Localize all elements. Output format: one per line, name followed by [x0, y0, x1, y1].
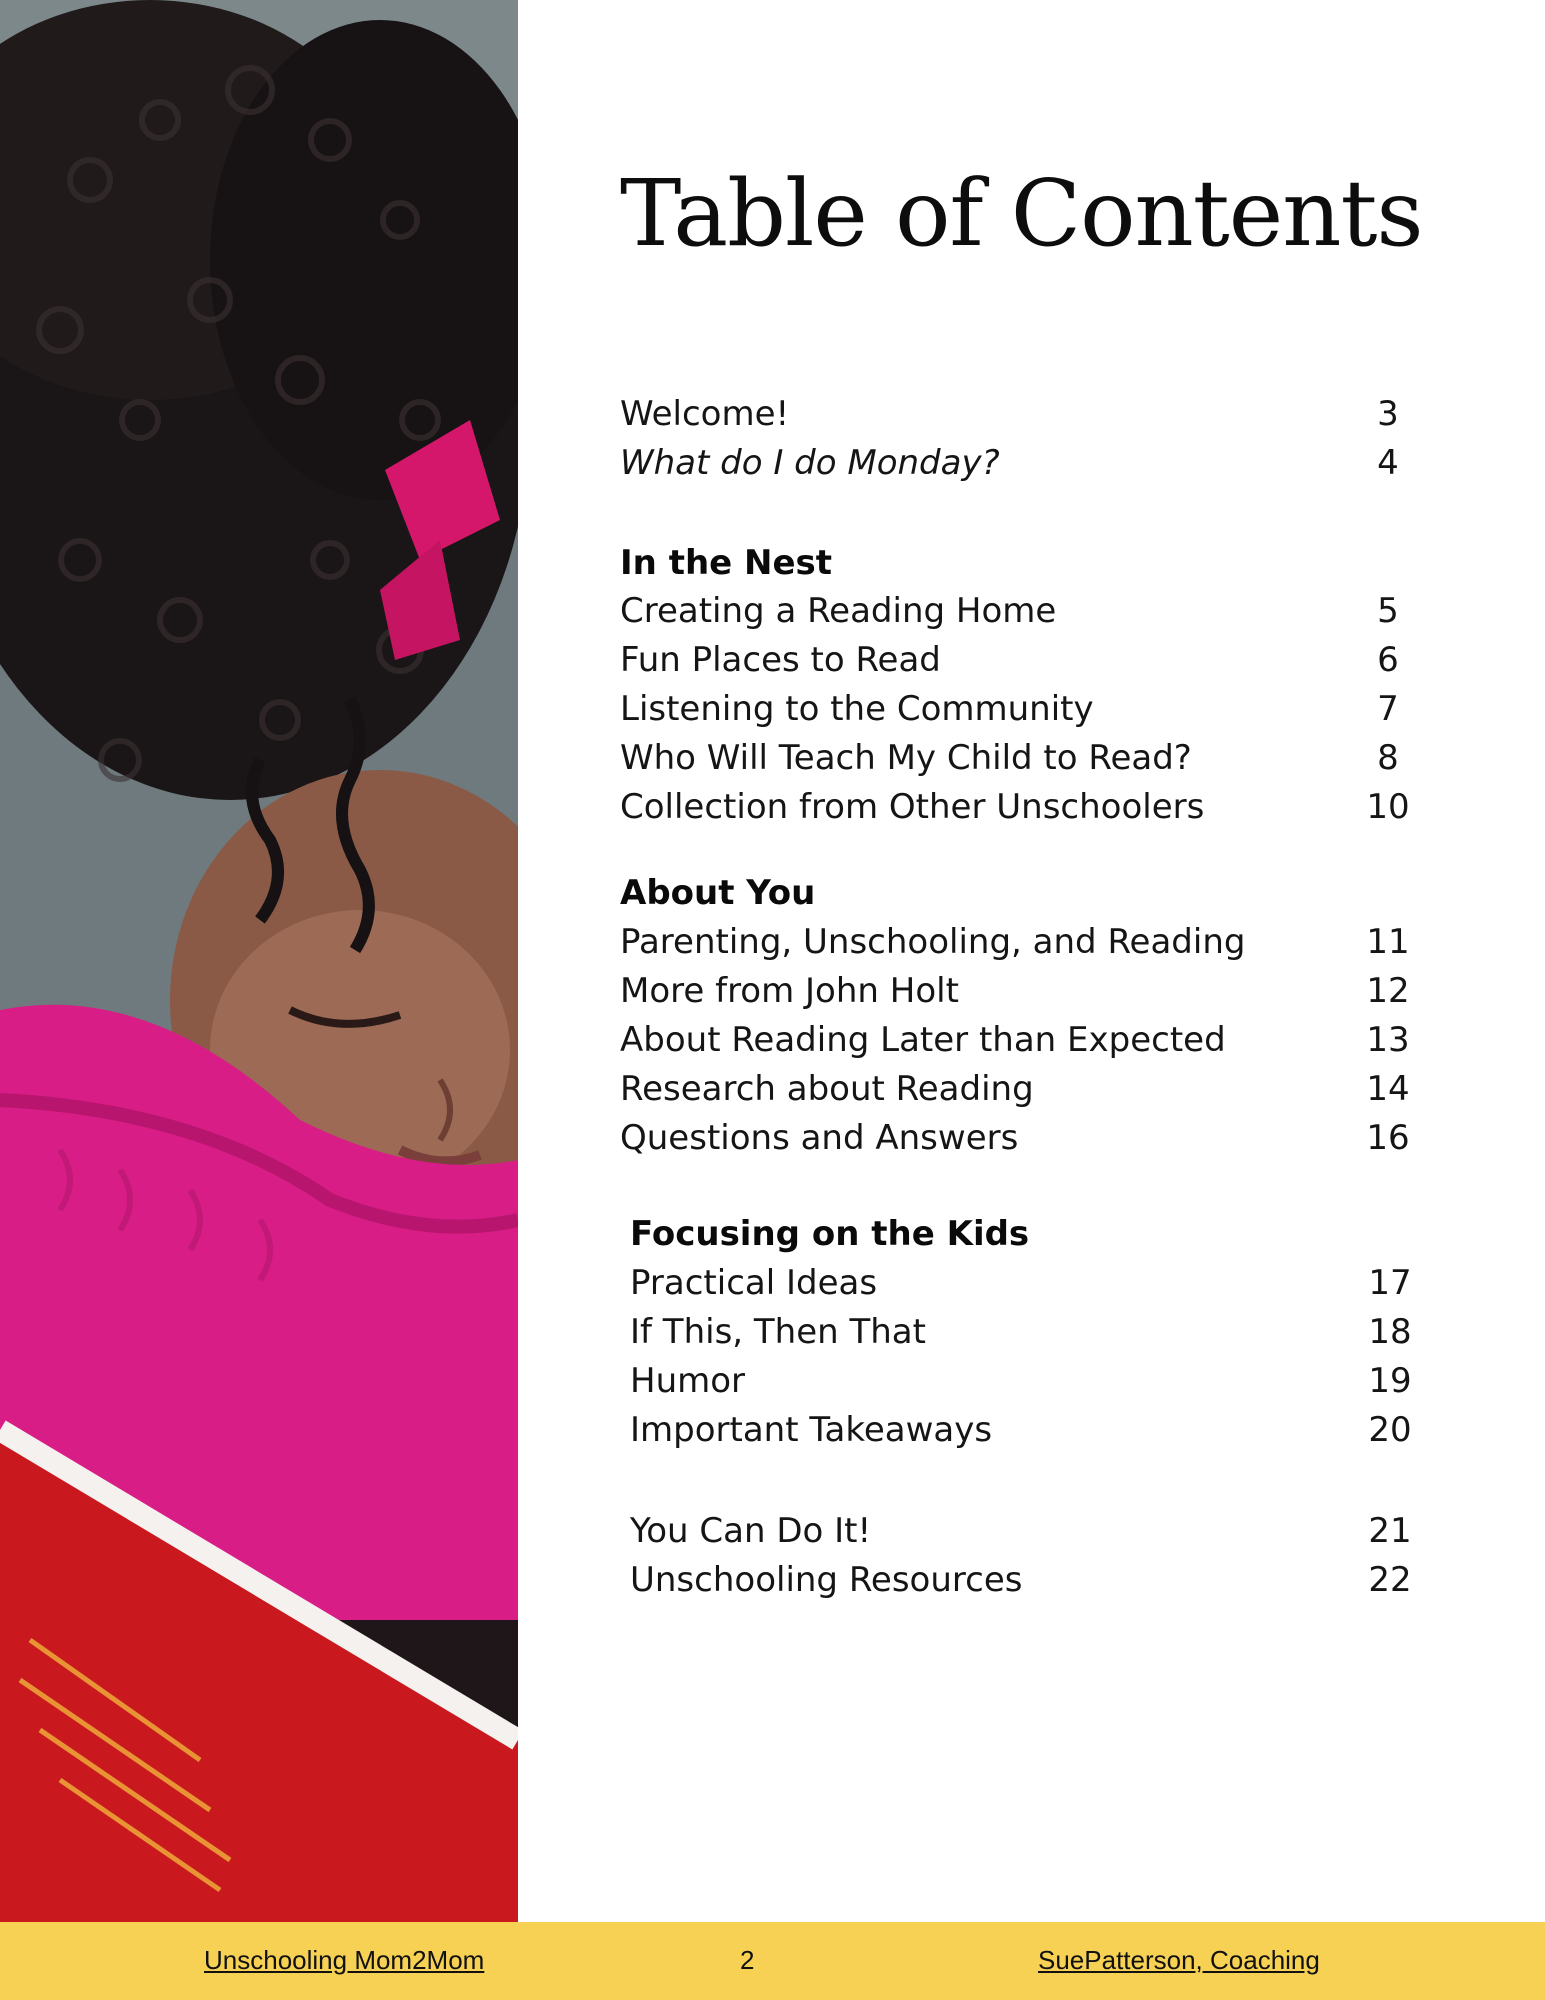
toc-entry-page: 3: [1377, 394, 1399, 434]
toc-entry-page: 11: [1366, 922, 1410, 962]
section-heading: Focusing on the Kids: [630, 1214, 1030, 1254]
toc-entry-page: 16: [1366, 1118, 1410, 1158]
toc-entry[interactable]: [620, 637, 1410, 683]
toc-entry[interactable]: [620, 919, 1410, 965]
toc-entry-page: 21: [1368, 1511, 1412, 1551]
toc-entry-page: 7: [1377, 689, 1399, 729]
toc-entry-label: Research about Reading: [620, 1069, 1034, 1109]
toc-entry-label: Fun Places to Read: [620, 640, 941, 680]
toc-entry-label: You Can Do It!: [630, 1511, 872, 1551]
toc-entry-page: 8: [1377, 738, 1399, 778]
toc-entry-page: 14: [1366, 1069, 1410, 1109]
toc-entry-page: 6: [1377, 640, 1399, 680]
toc-entry[interactable]: [630, 1557, 1410, 1603]
toc-entry-label: Collection from Other Unschoolers: [620, 787, 1205, 827]
toc-entry-page: 20: [1368, 1410, 1412, 1450]
toc-entry[interactable]: [630, 1407, 1410, 1453]
toc-entry[interactable]: [630, 1358, 1410, 1404]
toc-entry-label: Important Takeaways: [630, 1410, 993, 1450]
toc-entry-label: Listening to the Community: [620, 689, 1094, 729]
toc-entry[interactable]: [620, 968, 1410, 1014]
toc-entry[interactable]: [620, 588, 1410, 634]
footer-page-number: 2: [740, 1945, 755, 1975]
toc-entry[interactable]: [620, 686, 1410, 732]
toc-entry[interactable]: [630, 1508, 1410, 1554]
toc-entry[interactable]: [630, 1260, 1410, 1306]
toc-entry-page: 4: [1377, 443, 1399, 483]
toc-entry[interactable]: [620, 735, 1410, 781]
footer-bar: [0, 1922, 1545, 2000]
toc-entry-label: More from John Holt: [620, 971, 959, 1011]
toc-entry-page: 12: [1366, 971, 1410, 1011]
toc-entry-label: Questions and Answers: [620, 1118, 1019, 1158]
toc-entry[interactable]: [620, 784, 1410, 830]
toc-entry-page: 13: [1366, 1020, 1410, 1060]
toc-entry-label: Unschooling Resources: [630, 1560, 1023, 1600]
toc-entry-page: 17: [1368, 1263, 1412, 1303]
footer-left-link[interactable]: Unschooling Mom2Mom: [204, 1945, 485, 1975]
footer-right-link[interactable]: SuePatterson, Coaching: [1038, 1945, 1320, 1975]
toc-entry[interactable]: [620, 1017, 1410, 1063]
toc-entry-page: 22: [1368, 1560, 1412, 1600]
toc-entry[interactable]: [620, 440, 1410, 486]
toc-entry-label: Creating a Reading Home: [620, 591, 1057, 631]
section-heading: About You: [620, 873, 816, 913]
toc-entry[interactable]: [620, 1115, 1410, 1161]
toc-entry-label: Who Will Teach My Child to Read?: [620, 738, 1192, 778]
toc-entry-label: What do I do Monday?: [620, 443, 1000, 483]
cover-photo: [0, 0, 518, 1922]
toc-entry-page: 18: [1368, 1312, 1412, 1352]
toc-entry-page: 5: [1377, 591, 1399, 631]
toc-entry-label: Parenting, Unschooling, and Reading: [620, 922, 1246, 962]
toc-entry-label: Practical Ideas: [630, 1263, 878, 1303]
toc-entry-label: If This, Then That: [630, 1312, 926, 1352]
page-title: Table of Contents: [620, 160, 1423, 267]
toc-entry-label: Welcome!: [620, 394, 790, 434]
toc-entry-label: About Reading Later than Expected: [620, 1020, 1226, 1060]
toc-entry-page: 19: [1368, 1361, 1412, 1401]
toc-entry-label: Humor: [630, 1361, 746, 1401]
toc-entry-page: 10: [1366, 787, 1410, 827]
girl-reading-photo: [0, 0, 518, 1922]
toc-entry[interactable]: [620, 1066, 1410, 1112]
toc-entry[interactable]: [630, 1309, 1410, 1355]
toc-entry[interactable]: [620, 391, 1410, 437]
section-heading: In the Nest: [620, 543, 833, 583]
